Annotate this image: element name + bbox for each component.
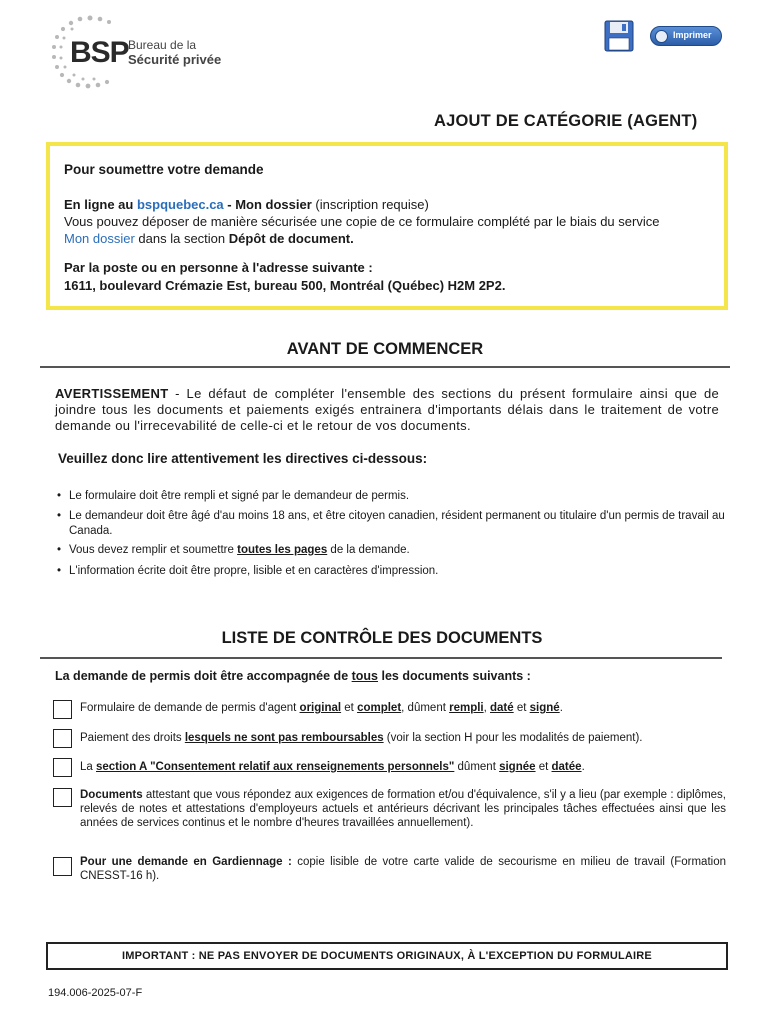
bspquebec-link[interactable]: bspquebec.ca [136,197,224,212]
important-notice: IMPORTANT : NE PAS ENVOYER DE DOCUMENTS ORIGINAUX, À L'EXCEPTION DU FORMULAIRE [46,942,728,970]
logo-line2: Sécurité privée [128,52,222,67]
checkbox-section-a[interactable] [53,758,72,777]
checklist-divider [40,657,722,659]
post-address: 1611, boulevard Crémazie Est, bureau 500, Montréal (Québec) H2M 2P2. [64,278,506,293]
warning-paragraph [55,386,719,434]
checklist-item-section-a: La section A "Consentement relatif aux renseignements personnels" dûment signée et datée. [80,761,585,773]
post-line1: Par la poste ou en personne à l'adresse suivante : [64,260,373,275]
directive-text: Vous devez remplir et soumettre toutes les pages de la demande. [69,544,410,556]
checklist-item-original-form: Formulaire de demande de permis d'agent original et complet, dûment rempli, daté et signé. [80,702,563,714]
online-line3-mid: dans la section [134,231,229,246]
online-line1 [64,196,429,213]
mon-dossier-link[interactable]: Mon dossier [64,231,135,246]
online-line2: Vous pouvez déposer de manière sécurisée une copie de ce formulaire complété par le biais du service [64,214,660,229]
directive-item: • Le demandeur doit être âgé d'au moins 18 ans, et être citoyen canadien, résident permanent ou titulaire d'un permis de travail au Canada. [57,510,725,537]
logo-acronym: BSP [70,36,129,69]
print-button[interactable] [650,26,722,46]
before-divider [40,366,730,368]
printer-icon [655,30,668,43]
checklist-item-training-documents: Documents attestant que vous répondez aux exigences de formation et/ou d'équivalence, s'il y a lieu (par exemple : diplômes, relevés de notes et attestations d'employeurs actuels et antérieurs décrivant les principales tâches effectuées ainsi que les années de services continus et le nombre d'heures travaillées annuellement). [80,789,726,829]
checkbox-payment[interactable] [53,729,72,748]
checkbox-original-form[interactable] [53,700,72,719]
submission-box [46,142,728,310]
logo-line1: Bureau de la [128,38,197,52]
directive-text: Le formulaire doit être rempli et signé par le demandeur de permis. [69,490,410,502]
online-note: (inscription requise) [311,197,429,212]
floppy-disk-icon [604,20,634,52]
submission-heading: Pour soumettre votre demande [64,162,264,177]
bsp-logo [50,14,250,88]
checklist-lead: La demande de permis doit être accompagnée de tous les documents suivants : [55,669,531,683]
directive-text: L'information écrite doit être propre, lisible et en caractères d'impression. [69,565,439,577]
checklist-heading: LISTE DE CONTRÔLE DES DOCUMENTS [221,629,543,647]
print-button-label: Imprimer [673,30,712,40]
directives-heading: Veuillez donc lire attentivement les directives ci-dessous: [58,451,428,466]
before-heading: AVANT DE COMMENCER [286,340,484,358]
online-label: En ligne au [64,197,137,212]
mon-dossier-label: - Mon dossier [223,197,312,212]
checkbox-training-documents[interactable] [53,788,72,807]
warning-label: AVERTISSEMENT [55,386,169,401]
directive-text: Le demandeur doit être âgé d'au moins 18 ans, et être citoyen canadien, résident permanent ou titulaire d'un permis de travail au Canada. [69,510,725,537]
depot-document-label: Dépôt de document. [228,231,354,246]
save-button[interactable] [604,20,634,52]
page-title: AJOUT DE CATÉGORIE (AGENT) [434,112,698,130]
checklist-item-first-aid: Pour une demande en Gardiennage : copie lisible de votre carte valide de secourisme en milieu de travail (Formation CNESST-16 h). [80,856,726,882]
warning-text: - Le défaut de compléter l'ensemble des sections du présent formulaire ainsi que de joindre tous les documents et paiements exigés entrainera d'importants délais dans le traitement de votre demande ou l'irrecevabilité de celle-ci et le retour de vos documents. [55,386,719,433]
checklist-item-payment: Paiement des droits lesquels ne sont pas remboursables (voir la section H pour les modalités de paiement). [80,732,643,744]
online-line3 [64,230,354,247]
checkbox-first-aid[interactable] [53,857,72,876]
form-number: 194.006-2025-07-F [48,987,143,999]
